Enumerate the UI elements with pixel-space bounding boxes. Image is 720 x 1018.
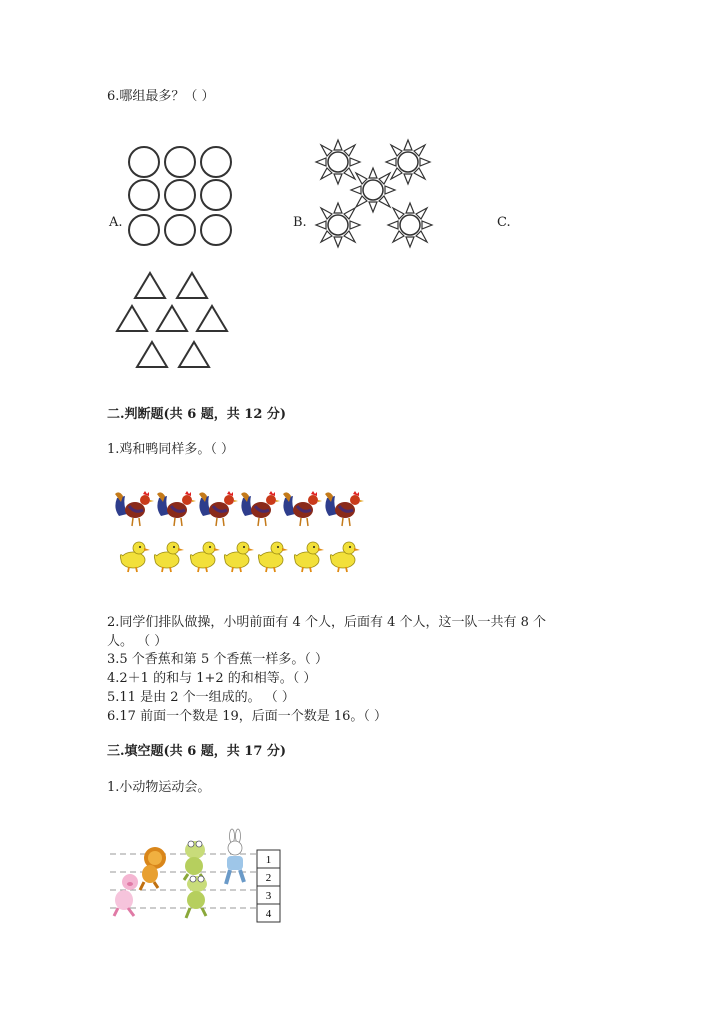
s2-question-1: 1.鸡和鸭同样多。（ ） (107, 442, 235, 457)
pig-figure (114, 874, 138, 916)
lane-number-2: 2 (265, 872, 272, 884)
animal-race-image (110, 830, 285, 925)
lane-number-1: 1 (265, 854, 272, 866)
circles-group-image (125, 144, 235, 244)
frog-bottom-figure (186, 876, 207, 918)
s3-question-1: 1.小动物运动会。 (107, 780, 211, 795)
section3-title: 三.填空题(共 6 题，共 17 分) (107, 744, 287, 759)
suns-group-image (313, 140, 443, 250)
rabbit-figure (226, 829, 244, 884)
option-c-label: C. (497, 215, 511, 230)
lane-number-3: 3 (265, 890, 272, 902)
s2-question-6: 6.17 前面一个数是 19，后面一个数是 16。（ ） (107, 709, 388, 724)
frog-top-figure (184, 841, 205, 880)
triangles-group-image (115, 270, 235, 370)
s2-question-2-line1: 2.同学们排队做操，小明前面有 4 个人，后面有 4 个人，这一队一共有 8 个 (107, 615, 547, 630)
lane-number-4: 4 (265, 908, 272, 920)
section2-title: 二.判断题(共 6 题，共 12 分) (107, 407, 287, 422)
q6-question: 6.哪组最多？（ ） (107, 89, 215, 104)
option-b-label: B. (293, 215, 307, 230)
lion-figure (140, 847, 166, 890)
option-a-label: A. (109, 215, 123, 230)
s2-question-4: 4.2＋1 的和与 1+2 的和相等。（ ） (107, 671, 317, 686)
s2-question-5: 5.11 是由 2 个一组成的。 （ ） (107, 690, 295, 705)
s2-question-3: 3.5 个香蕉和第 5 个香蕉一样多。（ ） (107, 652, 328, 667)
s2-question-2-line2: 人。 （ ） (107, 634, 168, 649)
roosters-ducks-image (113, 490, 368, 580)
